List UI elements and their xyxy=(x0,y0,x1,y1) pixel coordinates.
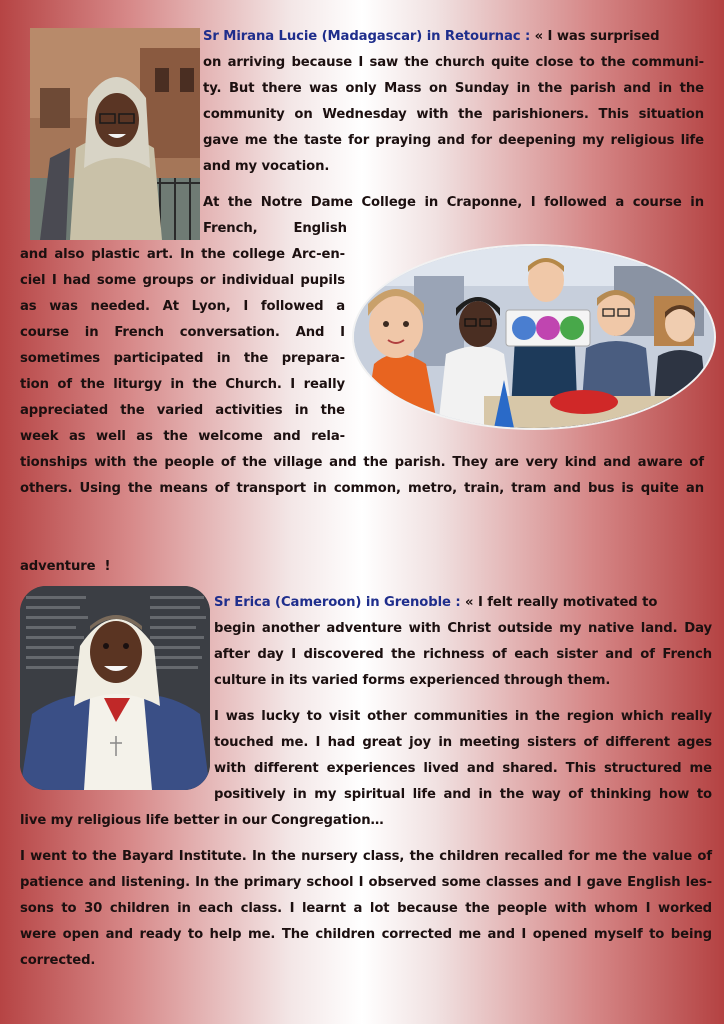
section1-p2-line-1: French, English xyxy=(203,221,347,236)
section1-line-2: ty. But there was only Mass on Sunday in the parish and in the xyxy=(203,81,704,96)
section2-name: Sr Erica (Cameroon) in Grenoble : xyxy=(214,595,461,610)
section1-p2-line-5: course in French conversation. And I xyxy=(20,325,345,340)
section1-line-4: gave me the taste for praying and for deepening my religious life xyxy=(203,133,704,148)
section2-intro xyxy=(214,590,712,616)
section2-body-end xyxy=(214,668,712,694)
section1-p2-line-6: sometimes participated in the prepara- xyxy=(20,351,345,366)
section2-body xyxy=(214,616,712,668)
section1-p2-line-8: appreciated the varied activities in the xyxy=(20,403,345,418)
section1-p2-line-9: week as well as the welcome and rela- xyxy=(20,429,345,444)
section2-p3-line-4: corrected. xyxy=(20,953,96,968)
section1-p2-line-2: and also plastic art. In the college Arc-en- xyxy=(20,247,345,262)
section2-p3 xyxy=(20,844,712,948)
section2-p2-line-2: with different experiences lived and shared. This structured me xyxy=(214,761,712,776)
section1-name: Sr Mirana Lucie (Madagascar) in Retournac : xyxy=(203,29,531,44)
section2-line-0: « I felt really motivated to xyxy=(460,595,658,610)
section2-line-2: after day I discovered the richness of each sister and of French xyxy=(214,647,712,662)
section2-p3-line-0: I went to the Bayard Institute. In the nursery class, the children recalled for me the value of xyxy=(20,849,712,864)
section2-p3-line-3: were open and ready to help me. The children corrected me and I opened myself to being xyxy=(20,927,712,942)
section2-p2 xyxy=(214,704,712,808)
section1-p2-line-11: others. Using the means of transport in common, metro, train, tram and bus is quite an xyxy=(20,481,704,496)
section2-line-3: culture in its varied forms experienced through them. xyxy=(214,673,611,688)
section2-p3-end xyxy=(20,948,712,974)
photo-sister-erica-image xyxy=(20,586,210,790)
section2-p2-line-0: I was lucky to visit other communities in the region which really xyxy=(214,709,712,724)
section2-p3-line-1: patience and listening. In the primary school I observed some classes and I gave English les- xyxy=(20,875,712,890)
section1-p2-line-7: tion of the liturgy in the Church. I really xyxy=(20,377,345,392)
section1-p2-top xyxy=(203,190,704,216)
section2-p2-line-1: touched me. I had great joy in meeting sisters of different ages xyxy=(214,735,712,750)
section2-p3-line-2: sons to 30 children in each class. I learnt a lot because the people with whom I worked xyxy=(20,901,712,916)
section1-last xyxy=(203,154,704,180)
photo-sister-mirana-image xyxy=(30,28,200,240)
section1-line-0: « I was surprised xyxy=(530,29,660,44)
section1-p2-line-4: as was needed. At Lyon, I followed a xyxy=(20,299,345,314)
photo-sister-erica xyxy=(20,586,210,790)
section1-intro xyxy=(203,24,704,50)
section1-line-3: community on Wednesday with the parishioners. This situation xyxy=(203,107,704,122)
section2-p2-line-3: positively in my spiritual life and in the way of thinking how to xyxy=(214,787,712,802)
section2-p2-end xyxy=(20,808,712,834)
section2-p2-line-4: live my religious life better in our Congregation… xyxy=(20,813,384,828)
section1-p2-line-3: ciel I had some groups or individual pupils xyxy=(20,273,345,288)
section1-p2-short xyxy=(203,216,345,242)
section1-p2-left xyxy=(20,242,345,450)
section1-p2-line-10: tionships with the people of the village and the parish. They are very kind and aware of xyxy=(20,455,704,470)
section1-p2-line-12: adventure ! xyxy=(20,559,111,574)
section1-p2-full xyxy=(20,450,704,502)
section1-p2-line-0: At the Notre Dame College in Craponne, I followed a course in xyxy=(203,195,704,210)
photo-classroom-image xyxy=(354,246,714,428)
section1-body xyxy=(203,50,704,154)
section1-line-5: and my vocation. xyxy=(203,159,330,174)
photo-classroom-children xyxy=(352,244,716,430)
section2-line-1: begin another adventure with Christ outside my native land. Day xyxy=(214,621,712,636)
section1-line-1: on arriving because I saw the church quite close to the communi- xyxy=(203,55,704,70)
photo-sister-mirana xyxy=(30,28,200,240)
